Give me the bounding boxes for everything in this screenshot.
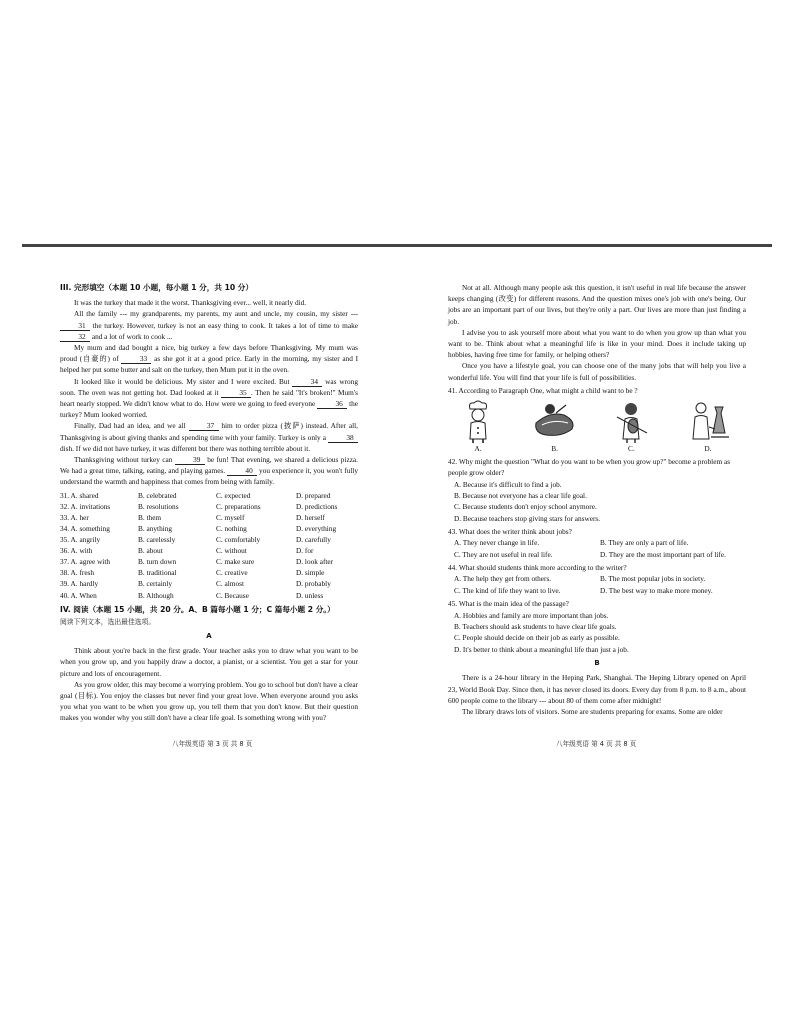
cloze-passage xyxy=(60,297,358,487)
question-44-option-b: B. The most popular jobs in society. xyxy=(600,574,706,584)
cloze-option: D. prepared xyxy=(296,490,331,500)
question-42-option-a: A. Because it's difficult to find a job. xyxy=(454,479,562,489)
cloze-option-row xyxy=(60,501,358,512)
cloze-option: D. simple xyxy=(296,568,325,578)
cloze-option-row xyxy=(60,490,358,501)
cloze-option: B. celebrated xyxy=(138,490,177,500)
passage-b-paragraph: The library draws lots of visitors. Some are students preparing for exams. Some are older xyxy=(462,706,723,716)
question-43-option-a: A. They never change in life. xyxy=(454,538,540,548)
cloze-option: 33. A. her xyxy=(60,512,89,522)
cloze-blank: 32 xyxy=(60,332,90,342)
left-page xyxy=(60,282,358,724)
cloze-blank: 37 xyxy=(189,421,219,431)
cloze-option: D. unless xyxy=(296,590,324,600)
cloze-paragraph: It was the turkey that made it the worst. Thanksgiving ever... well, it nearly did. xyxy=(74,298,307,308)
footer-page-4: 八年级英语 第 4 页 共 8 页 xyxy=(556,740,637,748)
cloze-blank: 36 xyxy=(317,399,347,409)
cloze-option: D. everything xyxy=(296,523,337,533)
cloze-blank: 38 xyxy=(328,433,358,443)
question-45-option-a: A. Hobbies and family are more important than jobs. xyxy=(454,610,609,620)
cloze-option: 32. A. invitations xyxy=(60,501,111,511)
question-45-option-c: C. People should decide on their job as early as possible. xyxy=(454,633,620,643)
cloze-paragraph: My mum and dad bought a nice, big turkey a few days before Thanksgiving. My mum was proud (自豪的) of 33 as she got it at a good price. Early in the morning, my sister and I helped her put some butter and salt on the turkey, then Mum put it in the oven. xyxy=(60,343,359,375)
dancer-icon xyxy=(532,399,578,443)
cloze-paragraph: All the family --- my grandparents, my parents, my aunt and uncle, my cousin, my sister --- 31 the turkey. However, turkey is not an easy thing to cook. It takes a lot of time to make 32 and a lot of work to cook ... xyxy=(60,308,358,342)
question-43-options-row xyxy=(448,549,746,560)
passage-b-heading: B xyxy=(594,659,600,668)
cloze-option: D. predictions xyxy=(296,501,338,511)
cloze-option: 36. A. with xyxy=(60,546,93,556)
question-45-option-b: B. Teachers should ask students to have clear life goals. xyxy=(454,621,617,631)
question-43: 43. What does the writer think about jobs? xyxy=(448,527,572,537)
cloze-option: 31. A. shared xyxy=(60,490,99,500)
cloze-option: D. carefully xyxy=(296,535,331,545)
question-44-option-d: D. The best way to make more money. xyxy=(600,585,713,595)
cloze-option: C. preparations xyxy=(216,501,261,511)
option-d-scientist-picture xyxy=(684,399,732,454)
cloze-option: B. resolutions xyxy=(138,501,179,511)
question-44-options-row xyxy=(448,585,746,596)
passage-a-paragraph: I advise you to ask yourself more about what you want to do when you grow up than what you want to be. Think about what a meaningful life is like in your mind. Does it include taking up hobbies, having free time for family, or helping others? xyxy=(448,327,746,360)
question-44: 44. What should students think more according to the writer? xyxy=(448,563,627,573)
passage-a-paragraph: Think about you're back in the first grade. Your teacher asks you to draw what you want to be when you grow up, and you happily draw a doctor, a pianist, or a scientist. You get a star for your picture and lots of encouragement. xyxy=(60,646,358,678)
cloze-option: 34. A. something xyxy=(60,523,110,533)
question-43-option-b: B. They are only a part of life. xyxy=(600,538,689,548)
question-43-options-row xyxy=(448,537,746,548)
scientist-icon xyxy=(685,399,731,443)
question-41-pictures xyxy=(448,399,746,454)
passage-a-paragraph: Once you have a lifestyle goal, you can choose one of the many jobs that will help you live a wonderful life. You will find that your life is full of possibilities. xyxy=(448,361,746,382)
option-label: B. xyxy=(551,444,558,454)
cloze-blank: 33 xyxy=(121,354,151,364)
cloze-option: B. anything xyxy=(138,523,173,533)
passage-a-paragraph: As you grow older, this may become a worrying problem. You go to school but don't have a clear goal (目标). You enjoy the classes but never find your great love. When everyone around you asks you what you want to be when you grow up, you tell them that you don't know. But their question makes you wonder why you still don't have a clear life goal. Is something wrong with you? xyxy=(60,679,358,723)
cloze-option: C. comfortably xyxy=(216,535,261,545)
cloze-option: B. Although xyxy=(138,590,174,600)
cloze-paragraph: It looked like it would be delicious. My sister and I were excited. But 34 was wrong soon. The oven was not getting hot. Dad looked at it 35 . Then he said "It's broken!" Mum's heart nearly stopped. We didn't know what to do. How were we going to feed everyone 36 the turkey? Mum looked worried. xyxy=(60,376,358,420)
cloze-option: C. without xyxy=(216,546,247,556)
cloze-option: B. traditional xyxy=(138,568,177,578)
section4-title: IV. 阅读（本题 15 小题，共 20 分。A、B 篇每小题 1 分；C 篇每小题 2 分。） xyxy=(60,604,335,614)
option-label: A. xyxy=(474,444,482,454)
option-c-violinist-picture xyxy=(607,399,655,454)
cloze-option-row xyxy=(60,567,358,578)
cloze-option-row xyxy=(60,534,358,545)
cloze-option-row xyxy=(60,512,358,523)
cloze-paragraph: Thanksgiving without turkey can 39 be fun! That evening, we shared a delicious pizza. We had a great time, talking, eating, and playing games. 40 you experience it, you won't fully understand the warmth and happiness that comes from being with family. xyxy=(60,455,358,487)
passage-a-heading: A xyxy=(206,632,212,640)
right-page xyxy=(448,282,746,717)
cloze-option: D. for xyxy=(296,546,314,556)
passage-a-paragraph: Not at all. Although many people ask this question, it isn't useful in real life because the answer keeps changing (改变) for different reasons. And the question mixes one's job with one's being. Our jobs are an important part of our lives, but they're only a part. Our lives are more than just finding a job. xyxy=(448,283,746,326)
passage-b-paragraph: There is a 24-hour library in the Heping Park, Shanghai. The Heping Library opened on April 23, World Book Day. Since then, it has never closed its doors. Every day from 8 p.m. to 8 a.m., about 600 people come to the library --- about 80 of them come after midnight! xyxy=(448,673,746,705)
question-42-option-d: D. Because teachers stop giving stars for answers. xyxy=(454,513,601,523)
question-44-option-a: A. The help they get from others. xyxy=(454,574,552,584)
question-41: 41. According to Paragraph One, what might a child want to be ? xyxy=(448,385,638,395)
cloze-option: C. creative xyxy=(216,568,248,578)
question-42-option-c: C. Because students don't enjoy school anymore. xyxy=(454,502,597,512)
cloze-option: 35. A. angrily xyxy=(60,535,101,545)
cloze-option: B. certainly xyxy=(138,579,173,589)
cloze-blank: 40 xyxy=(227,466,257,476)
page-divider-line xyxy=(22,244,772,247)
question-44-options-row xyxy=(448,573,746,584)
cloze-option: B. carelessly xyxy=(138,535,176,545)
cloze-option: C. nothing xyxy=(216,523,247,533)
cloze-option: C. myself xyxy=(216,512,245,522)
cloze-blank: 35 xyxy=(221,388,251,398)
option-label: D. xyxy=(704,444,712,454)
cloze-option: B. turn down xyxy=(138,557,177,567)
option-label: C. xyxy=(627,444,635,454)
question-45: 45. What is the main idea of the passage? xyxy=(448,599,569,609)
option-b-dancer-picture xyxy=(531,399,579,454)
cloze-option: 37. A. agree with xyxy=(60,557,111,567)
question-44-option-c: C. The kind of life they want to live. xyxy=(454,585,561,595)
cloze-blank: 31 xyxy=(60,321,90,331)
question-43-option-c: C. They are not useful in real life. xyxy=(454,549,553,559)
question-42: 42. Why might the question "What do you want to be when you grow up?" become a problem as people grow older? xyxy=(448,457,731,478)
cloze-option: C. expected xyxy=(216,490,251,500)
cloze-option: D. look after xyxy=(296,557,334,567)
cloze-option: 39. A. hardly xyxy=(60,579,99,589)
cloze-blank: 34 xyxy=(292,377,322,387)
cloze-option: D. probably xyxy=(296,579,331,589)
cloze-option: 38. A. fresh xyxy=(60,568,95,578)
cloze-option-row xyxy=(60,545,358,556)
cloze-option: B. about xyxy=(138,546,163,556)
cloze-option: 40. A. When xyxy=(60,590,97,600)
violinist-icon xyxy=(611,399,651,443)
cloze-option-row xyxy=(60,590,358,601)
cloze-option: D. herself xyxy=(296,512,325,522)
question-42-option-b: B. Because not everyone has a clear life goal. xyxy=(454,491,587,501)
cloze-option: C. almost xyxy=(216,579,244,589)
footer-page-3: 八年级英语 第 3 页 共 8 页 xyxy=(172,740,253,748)
chef-icon xyxy=(458,399,498,443)
question-45-option-d: D. It's better to think about a meaningful life than just a job. xyxy=(454,644,629,654)
cloze-option: C. make sure xyxy=(216,557,255,567)
cloze-options xyxy=(60,490,358,601)
cloze-blank: 39 xyxy=(175,455,205,465)
cloze-option: C. Because xyxy=(216,590,249,600)
question-43-option-d: D. They are the most important part of life. xyxy=(600,549,726,559)
section4-instruction: 阅读下列文本，选出最佳选项。 xyxy=(60,617,156,626)
cloze-option-row xyxy=(60,578,358,589)
cloze-option-row xyxy=(60,523,358,534)
section3-title: III. 完形填空（本题 10 小题，每小题 1 分，共 10 分） xyxy=(60,283,253,292)
cloze-option: B. them xyxy=(138,512,162,522)
cloze-option-row xyxy=(60,556,358,567)
cloze-paragraph: Finally, Dad had an idea, and we all 37 him to order pizza (披萨) instead. After all, Thanksgiving is about giving thanks and spending time with your family. Turkey is only a 38 dish. If we did not have turkey, it was different but there was nothing terrible about it. xyxy=(60,421,359,453)
option-a-chef-picture xyxy=(454,399,502,454)
